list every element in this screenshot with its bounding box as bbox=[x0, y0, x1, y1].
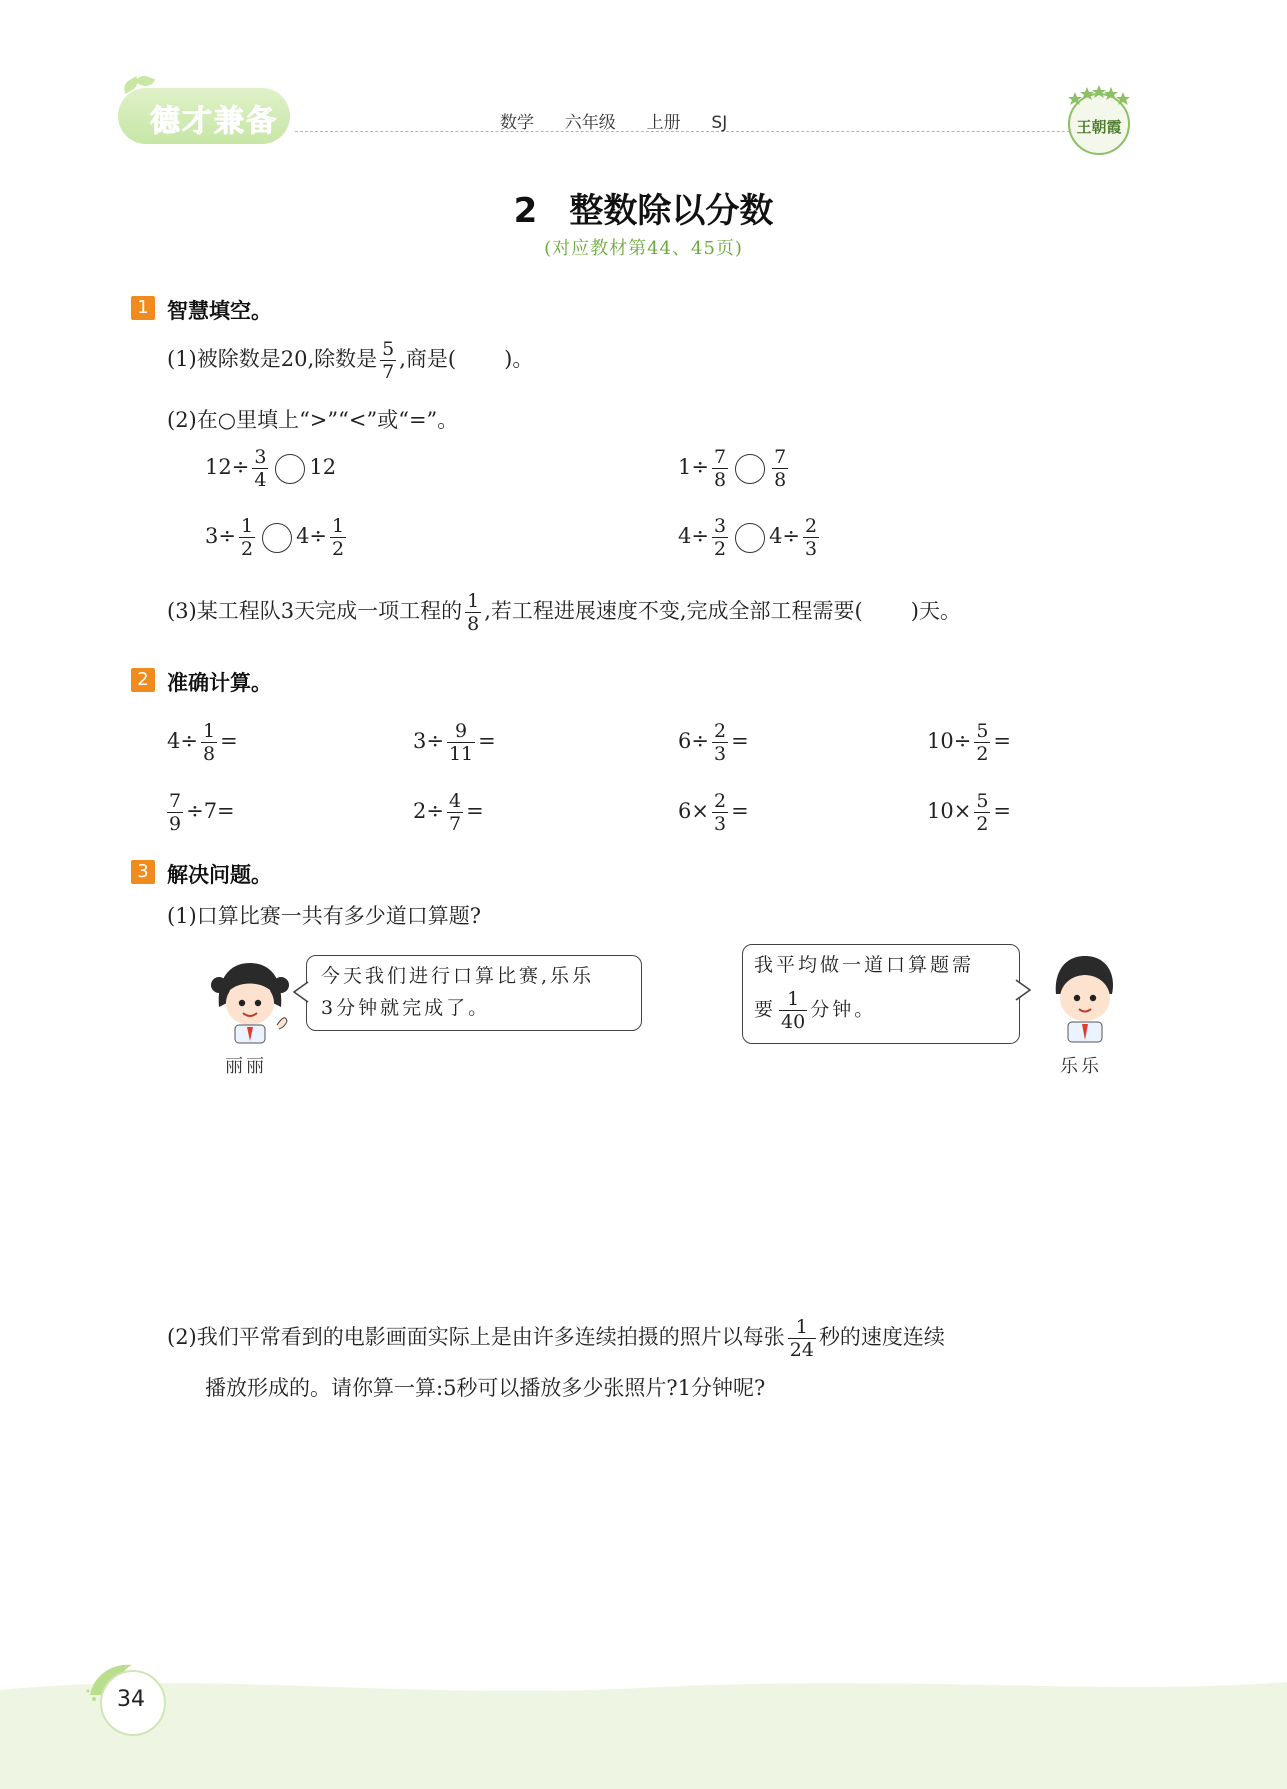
compare-circle[interactable] bbox=[275, 454, 305, 484]
section-badge-3: 3 bbox=[131, 860, 155, 884]
question-text: ,商是( bbox=[399, 347, 457, 371]
calc-item: 10÷ $\frac{5}{2}$ = bbox=[927, 720, 1012, 765]
girl-illustration-icon bbox=[205, 955, 295, 1045]
bubble-tail-icon bbox=[293, 980, 309, 1004]
lesson-title-text: 整数除以分数 bbox=[569, 191, 774, 231]
question-1-3: (3)某工程队3天完成一项工程的 $\frac{1}{8}$ ,若工程进展速度不变,完成全部工程需要( )天。 bbox=[167, 590, 961, 635]
author-badge-icon bbox=[1065, 82, 1133, 158]
bubble-left-line1: 今天我们进行口算比赛,乐乐 bbox=[321, 965, 595, 987]
calc-item: 3÷ $\frac{9}{11}$ = bbox=[413, 720, 496, 765]
bubble-right-line1: 我平均做一道口算题需 bbox=[754, 954, 975, 976]
section-title-2: 准确计算。 bbox=[167, 671, 272, 695]
bubble-tail-icon bbox=[1015, 978, 1031, 1002]
fraction: $\frac{5}{7}$ bbox=[382, 338, 395, 383]
compare-circle[interactable] bbox=[735, 523, 765, 553]
question-3-2-line2: 播放形成的。请你算一算:5秒可以播放多少张照片?1分钟呢? bbox=[205, 1376, 766, 1400]
question-1-2: (2)在○里填上“>”“<”或“=”。 bbox=[167, 408, 459, 432]
calc-item: 4÷ $\frac{1}{8}$ = bbox=[167, 720, 238, 765]
bubble-left-line2: 3分钟就完成了。 bbox=[321, 997, 491, 1019]
question-3-2: (2)我们平常看到的电影画面实际上是由许多连续拍摄的照片以每张 $\frac{1}{24}$ 秒的速度连续 bbox=[167, 1316, 945, 1361]
bubble-right-line2: 要 $\frac{1}{40}$ 分钟。 bbox=[754, 988, 877, 1033]
boy-illustration-icon bbox=[1040, 950, 1130, 1045]
compare-circle[interactable] bbox=[262, 523, 292, 553]
compare-item: 1÷ $\frac{7}{8}$ $\frac{7}{8}$ bbox=[678, 446, 787, 491]
book-info: 数学 六年级 上册 SJ bbox=[500, 113, 728, 133]
palm-leaf-icon bbox=[135, 73, 155, 89]
compare-circle[interactable] bbox=[735, 454, 765, 484]
question-1-1 bbox=[167, 338, 533, 383]
question-3-1: (1)口算比赛一共有多少道口算题? bbox=[167, 904, 482, 928]
compare-item: 12÷ $\frac{3}{4}$ 12 bbox=[205, 446, 337, 491]
svg-text:王朝霞: 王朝霞 bbox=[1076, 118, 1122, 136]
page-number: 34 bbox=[117, 1687, 145, 1712]
footer-wave bbox=[0, 1660, 1287, 1789]
calc-item: 6× $\frac{2}{3}$ = bbox=[678, 790, 749, 835]
section-badge-2: 2 bbox=[131, 668, 155, 692]
calc-item: 2÷ $\frac{4}{7}$ = bbox=[413, 790, 484, 835]
calc-item: $\frac{7}{9}$ ÷7= bbox=[169, 790, 235, 835]
section-title-3: 解决问题。 bbox=[167, 863, 272, 887]
compare-item: 4÷ $\frac{3}{2}$ 4÷ $\frac{2}{3}$ bbox=[678, 515, 818, 560]
lesson-title bbox=[0, 183, 1287, 232]
lesson-number: 2 bbox=[513, 191, 538, 231]
calc-item: 10× $\frac{5}{2}$ = bbox=[927, 790, 1012, 835]
calc-item: 6÷ $\frac{2}{3}$ = bbox=[678, 720, 749, 765]
section-badge-1: 1 bbox=[131, 296, 155, 320]
section-title-1: 智慧填空。 bbox=[167, 299, 272, 323]
lesson-subtitle: (对应教材第44、45页) bbox=[544, 238, 743, 259]
brand-text: 德才兼备 bbox=[150, 104, 278, 139]
character-name-lili: 丽丽 bbox=[225, 1056, 267, 1077]
question-text: (1)被除数是20,除数是 bbox=[167, 347, 378, 371]
character-name-lele: 乐乐 bbox=[1060, 1056, 1102, 1077]
question-text: )。 bbox=[504, 347, 534, 371]
compare-item: 3÷ $\frac{1}{2}$ 4÷ $\frac{1}{2}$ bbox=[205, 515, 345, 560]
